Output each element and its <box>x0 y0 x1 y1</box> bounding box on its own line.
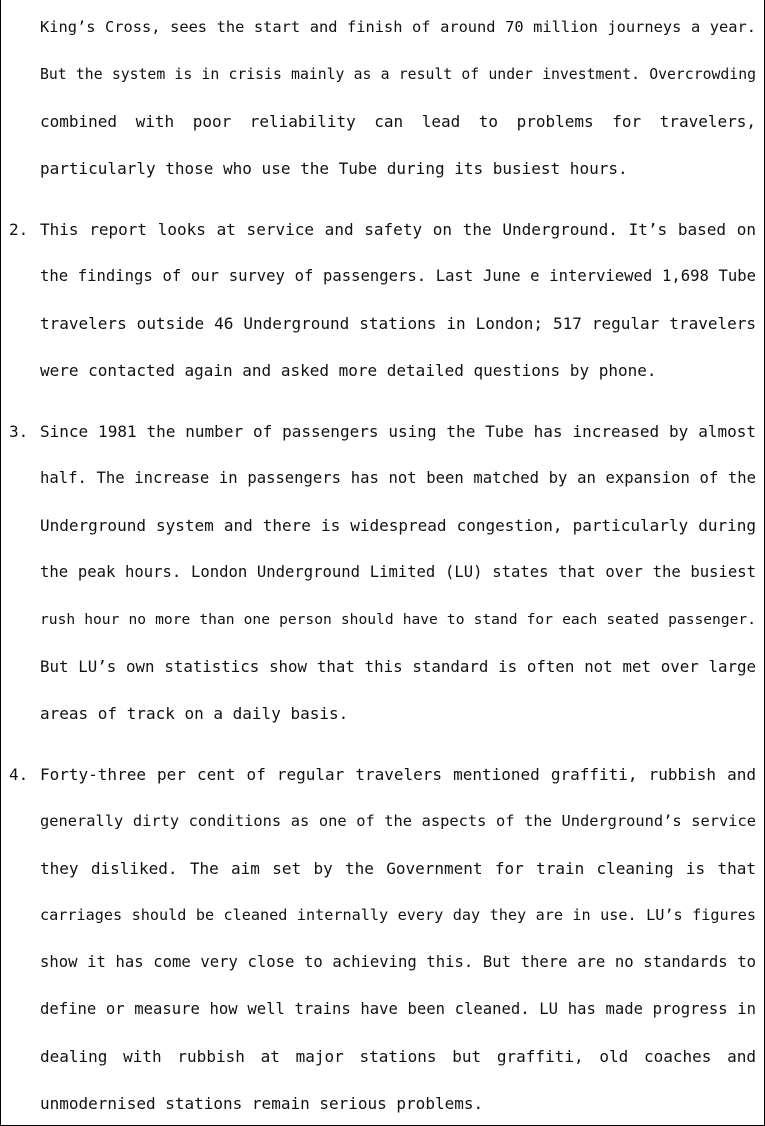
paragraph-number: 4. <box>9 765 29 784</box>
text-line: generally dirty conditions as one of the aspects of the Underground’s service <box>40 812 756 830</box>
text-line: they disliked. The aim set by the Government for train cleaning is that <box>40 859 756 878</box>
text-line: carriages should be cleaned internally every day they are in use. LU’s figures <box>40 906 756 924</box>
paragraph-body <box>40 751 756 1126</box>
text-line: King’s Cross, sees the start and finish of around 70 million journeys a year. <box>40 18 756 36</box>
text-line: the peak hours. London Underground Limited (LU) states that over the busiest <box>40 563 756 581</box>
text-line: areas of track on a daily basis. <box>40 704 349 723</box>
paragraph-body <box>40 206 756 394</box>
text-line: particularly those who use the Tube during its busiest hours. <box>40 159 628 178</box>
text-line: half. The increase in passengers has not been matched by an expansion of the <box>40 469 756 487</box>
text-line: define or measure how well trains have been cleaned. LU has made progress in <box>40 1000 756 1018</box>
text-line: rush hour no more than one person should have to stand for each seated passenger. <box>40 611 756 628</box>
text-line: Underground system and there is widespread congestion, particularly during <box>40 516 756 535</box>
text-line: Since 1981 the number of passengers using the Tube has increased by almost <box>40 422 756 441</box>
text-line: unmodernised stations remain serious problems. <box>40 1094 484 1113</box>
text-line: But the system is in crisis mainly as a result of under investment. Overcrowding <box>40 66 756 83</box>
text-line: combined with poor reliability can lead to problems for travelers, <box>40 112 756 131</box>
text-line: Forty-three per cent of regular travelers mentioned graffiti, rubbish and <box>40 765 756 784</box>
text-line: the findings of our survey of passengers. Last June e interviewed 1,698 Tube <box>40 267 756 285</box>
text-line: were contacted again and asked more detailed questions by phone. <box>40 361 657 380</box>
paragraph-body <box>40 408 756 737</box>
text-line: This report looks at service and safety on the Underground. It’s based on <box>40 220 756 239</box>
intro-paragraph <box>40 4 756 192</box>
text-line: show it has come very close to achieving this. But there are no standards to <box>40 953 756 971</box>
text-line: But LU’s own statistics show that this standard is often not met over large <box>40 657 756 676</box>
text-line: travelers outside 46 Underground stations in London; 517 regular travelers <box>40 314 756 333</box>
text-line: dealing with rubbish at major stations but graffiti, old coaches and <box>40 1047 756 1066</box>
paragraph-number: 3. <box>9 422 29 441</box>
paragraph-number: 2. <box>9 220 29 239</box>
